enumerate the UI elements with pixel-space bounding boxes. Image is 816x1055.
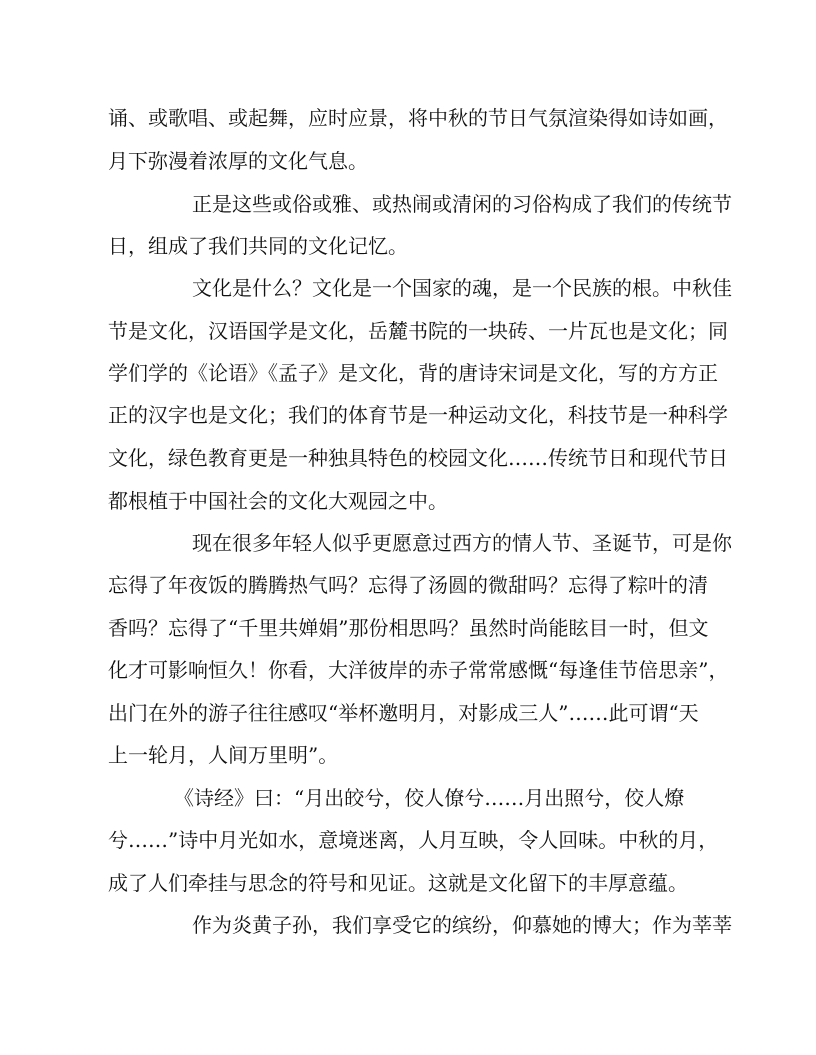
paragraph-6-line-1: 作为炎黄子孙，我们享受它的缤纷，仰慕她的博大；作为莘莘 (192, 913, 732, 937)
paragraph-1-line-1: 诵、或歌唱、或起舞，应时应景，将中秋的节日气氛渲染得如诗如画， (108, 106, 728, 130)
paragraph-3-line-4: 正的汉字也是文化；我们的体育节是一种运动文化，科技节是一种科学 (108, 403, 728, 427)
paragraph-5-line-1: 《诗经》曰：“月出皎兮，佼人僚兮……月出照兮，佼人燎 (174, 786, 685, 810)
paragraph-2-line-2: 日，组成了我们共同的文化记忆。 (108, 234, 408, 258)
paragraph-5-line-3: 成了人们牵挂与思念的符号和见证。这就是文化留下的丰厚意蕴。 (108, 871, 688, 895)
paragraph-3-line-3: 学们学的《论语》《孟子》是文化，背的唐诗宋词是文化，写的方方正 (108, 361, 718, 385)
paragraph-2-line-1: 正是这些或俗或雅、或热闹或清闲的习俗构成了我们的传统节 (192, 192, 732, 216)
paragraph-5-line-2: 兮……”诗中月光如水，意境迷离，人月互映，令人回味。中秋的月， (108, 828, 719, 852)
paragraph-3-line-5: 文化，绿色教育更是一种独具特色的校园文化……传统节日和现代节日 (108, 446, 728, 470)
paragraph-4-line-6: 上一轮月，人间万里明”。 (108, 743, 339, 767)
paragraph-4-line-5: 出门在外的游子往往感叹“举杯邀明月，对影成三人”……此可谓“天 (108, 701, 699, 725)
paragraph-4-line-1: 现在很多年轻人似乎更愿意过西方的情人节、圣诞节，可是你 (192, 531, 732, 555)
paragraph-3-line-6: 都根植于中国社会的文化大观园之中。 (108, 489, 448, 513)
paragraph-1-line-2: 月下弥漫着浓厚的文化气息。 (108, 149, 368, 173)
paragraph-4-line-4: 化才可影响恒久！你看，大洋彼岸的赤子常常感慨“每逢佳节倍思亲”， (108, 658, 729, 682)
paragraph-4-line-2: 忘得了年夜饭的腾腾热气吗？忘得了汤圆的微甜吗？忘得了粽叶的清 (108, 573, 708, 597)
paragraph-3-line-2: 节是文化，汉语国学是文化，岳麓书院的一块砖、一片瓦也是文化；同 (108, 319, 728, 343)
paragraph-3-line-1: 文化是什么？文化是一个国家的魂，是一个民族的根。中秋佳 (192, 276, 732, 300)
paragraph-4-line-3: 香吗？忘得了“千里共婵娟”那份相思吗？虽然时尚能眩目一时，但文 (108, 616, 709, 640)
